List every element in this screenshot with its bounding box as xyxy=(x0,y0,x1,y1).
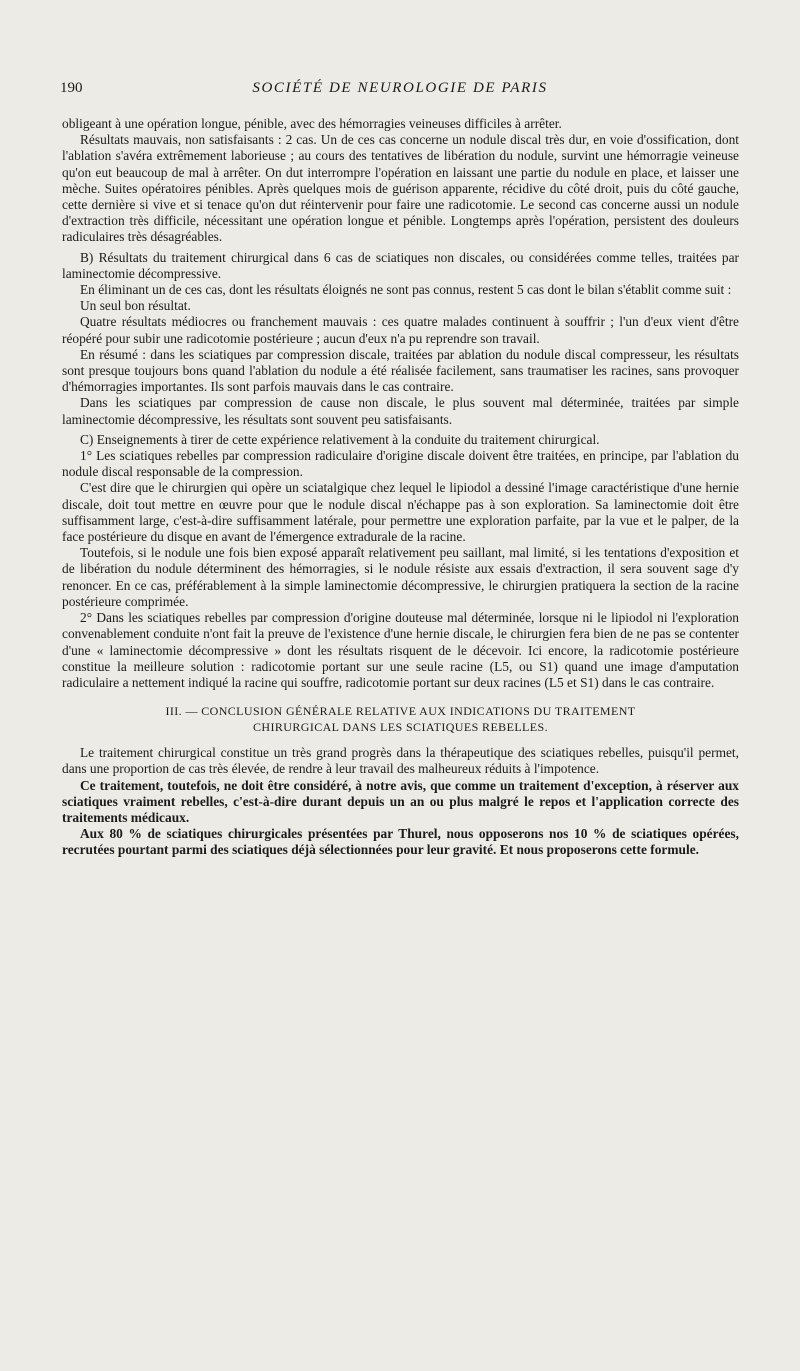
page-number: 190 xyxy=(60,80,83,96)
paragraph: En éliminant un de ces cas, dont les résultats éloignés ne sont pas connus, restent 5 cas dont le bilan s'établit comme suit : xyxy=(80,282,732,298)
paragraph: Résultats mauvais, non satisfaisants : 2 cas. Un de ces cas concerne un nodule discal très dur, en voie d'ossification, dont l'ablation s'avéra extrêmement laborieuse ; au cours des tentatives de libération du nodule, survint une hémorragie veineuse qu'on eut beaucoup de mal à arrêter. On dut interrompre l'opération en laissant une partie du nodule en place, et laisser une mèche. Suites opératoires pénibles. Après quelques mois de guérison apparente, récidive du côté droit, puis du côté gauche, cette dernière si vive et si tenace qu'on dut réintervenir pour faire une radicotomie. Le second cas concerne aussi un nodule d'extraction très difficile, nécessitant une opération longue et pénible. Longtemps après l'opération, persistent des douleurs radiculaires très désagréables. xyxy=(62,132,739,245)
paragraph: C) Enseignements à tirer de cette expérience relativement à la conduite du traitement chirurgical. xyxy=(80,431,600,447)
paragraph: C'est dire que le chirurgien qui opère un sciatalgique chez lequel le lipiodol a dessiné l'image caractéristique d'une hernie discale, doit tout mettre en œuvre pour que le nodule discal n'échappe pas à son exploration. Sa laminectomie doit être suffisamment large, c'est-à-dire suffisamment latérale, pour permettre une exploration parfaite, par la vue et le palper, de la face postérieure du disque en avant de l'émergence extradurale de la racine. xyxy=(62,480,739,545)
paragraph: Quatre résultats médiocres ou franchement mauvais : ces quatre malades continuent à souffrir ; l'un d'eux vient d'être réopéré pour subir une radicotomie postérieure ; aucun d'eux n'a pu reprendre son travail. xyxy=(62,314,739,346)
section-heading xyxy=(62,703,739,735)
paragraph: B) Résultats du traitement chirurgical dans 6 cas de sciatiques non discales, ou considérées comme telles, traitées par laminectomie décompressive. xyxy=(62,249,739,281)
paragraph: obligeant à une opération longue, pénible, avec des hémorragies veineuses difficiles à arrêter. xyxy=(62,116,562,131)
page-header xyxy=(60,80,740,102)
paragraphs-before xyxy=(62,116,739,691)
paragraph: Un seul bon résultat. xyxy=(80,298,191,314)
paragraph: Aux 80 % de sciatiques chirurgicales présentées par Thurel, nous opposerons nos 10 % de sciatiques opérées, recrutées pourtant parmi des sciatiques déjà sélectionnées pour leur gravité. Et nous proposerons cette formule. xyxy=(62,826,739,858)
running-title: SOCIÉTÉ DE NEUROLOGIE DE PARIS xyxy=(252,80,548,96)
paragraph: Ce traitement, toutefois, ne doit être considéré, à notre avis, que comme un traitement d'exception, à réserver aux sciatiques vraiment rebelles, c'est-à-dire durant depuis un an ou plus malgré le repos et l'application correcte des traitements médicaux. xyxy=(62,777,739,825)
paragraph: 1° Les sciatiques rebelles par compression radiculaire d'origine discale doivent être traitées, en principe, par l'ablation du nodule discal responsable de la compression. xyxy=(62,448,739,480)
section-heading-line-2: CHIRURGICAL DANS LES SCIATIQUES REBELLES. xyxy=(253,720,548,735)
body-text xyxy=(62,116,739,859)
paragraph: 2° Dans les sciatiques rebelles par compression d'origine douteuse mal déterminée, lorsque ni le lipiodol ni l'exploration convenablement conduite n'ont fait la preuve de l'existence d'une hernie discale, le chirurgien fera bien de ne pas se contenter d'une « laminectomie décompressive » dont les résultats risquent de le décevoir. Ici encore, la radicotomie postérieure constitue la meilleure solution : radicotomie portant sur une seule racine (L5, ou S1) quand une image d'amputation radiculaire a nettement indiqué la racine qui souffre, radicotomie portant sur deux racines (L5 et S1) dans le cas contraire. xyxy=(62,610,739,690)
paragraph: Le traitement chirurgical constitue un très grand progrès dans la thérapeutique des sciatiques rebelles, puisqu'il permet, dans une proportion de cas très élevée, de rendre à leur travail des malheureux réduits à l'impotence. xyxy=(62,745,739,777)
conclusion-paragraphs xyxy=(62,745,739,858)
paragraph: Toutefois, si le nodule une fois bien exposé apparaît relativement peu saillant, mal limité, si les tentations d'exposition et de libération du nodule déterminent des hémorragies, si le nodule résiste aux essais d'extraction, il sera souvent sage d'y renoncer. En ce cas, préférablement à la simple laminectomie décompressive, le chirurgien pratiquera la section de la racine postérieure comprimée. xyxy=(62,545,739,609)
paragraph: Dans les sciatiques par compression de cause non discale, le plus souvent mal déterminée, traitées par simple laminectomie décompressive, les résultats sont souvent peu satisfaisants. xyxy=(62,395,739,427)
paragraph: En résumé : dans les sciatiques par compression discale, traitées par ablation du nodule discal compresseur, les résultats sont presque toujours bons quand l'ablation du nodule a été réalisée facilement, sans traumatiser les racines, sans provoquer d'hémorragies importantes. Ils sont parfois mauvais dans le cas contraire. xyxy=(62,346,739,395)
section-heading-line-1: III. — CONCLUSION GÉNÉRALE RELATIVE AUX INDICATIONS DU TRAITEMENT xyxy=(165,704,636,719)
